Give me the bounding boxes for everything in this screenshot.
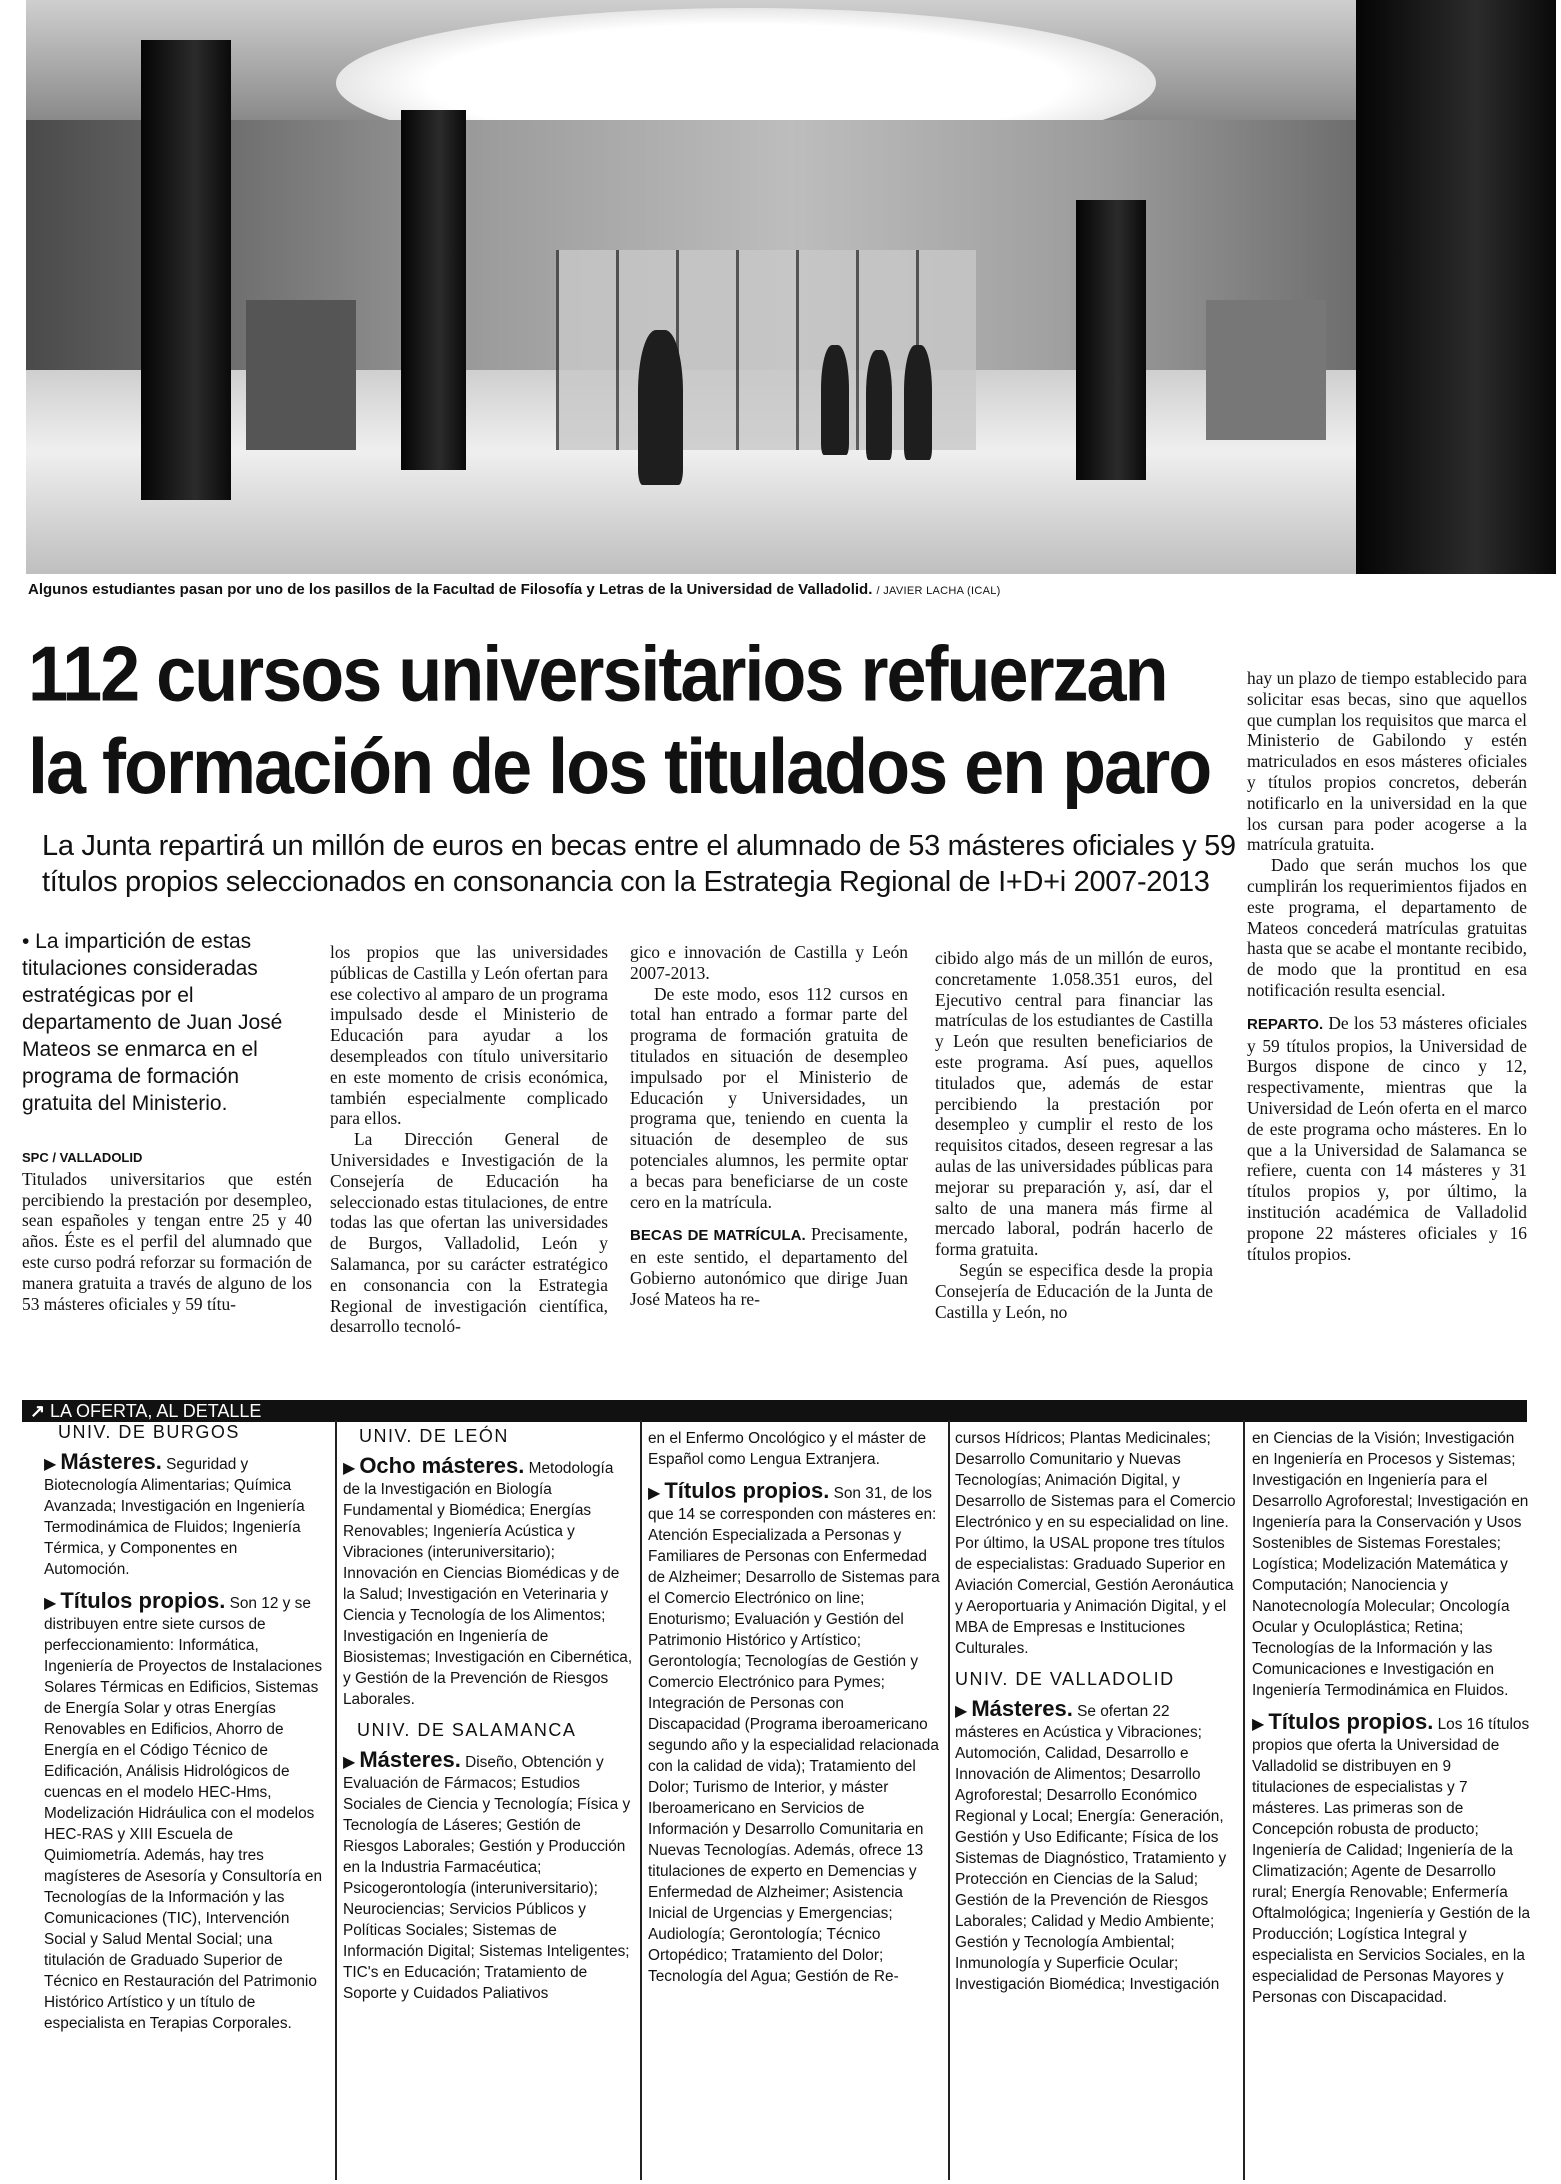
bullet-arrow-icon: ▶ xyxy=(955,1703,968,1720)
offer-column-burgos xyxy=(44,1420,326,2040)
section-title: Másteres. xyxy=(60,1449,162,1474)
section-runin-becas: BECAS DE MATRÍCULA. xyxy=(630,1227,806,1245)
section-title: Títulos propios. xyxy=(664,1478,830,1503)
university-heading: UNIV. DE VALLADOLID xyxy=(955,1669,1175,1689)
article-column-4 xyxy=(935,948,1213,1322)
article-paragraph: Dado que serán muchos los que cumplirán los requerimientos fijados en este programa, el departamento de Mateos concederá matrículas gratuitas hasta que se acabe el montante recibido, de modo que la prontitud en esa notificación resulta esencial. xyxy=(1247,855,1527,1000)
headline-line-1: 112 cursos universitarios refuerzan xyxy=(28,631,1167,718)
column-divider xyxy=(1243,1420,1245,2180)
article-paragraph: gico e innovación de Castilla y León 2007-2013. xyxy=(630,942,908,983)
offer-column-salamanca-cont xyxy=(648,1428,940,1993)
offer-box-header xyxy=(22,1400,1527,1422)
subheadline xyxy=(42,828,1242,900)
section-title: Ocho másteres. xyxy=(359,1453,525,1478)
photo-caption xyxy=(28,581,1428,598)
article-paragraph: De este modo, esos 112 cursos en total han entrado a formar parte del programa de formación gratuita de titulados en situación de desempleo impulsado por el Ministerio de Educación y Universidades, un programa que, teniendo en cuenta la situación de desempleo de sus potenciales alumnos, les permite optar a becas para beneficiarse de un coste cero en la matrícula. xyxy=(630,983,908,1212)
article-paragraph: hay un plazo de tiempo establecido para solicitar esas becas, sino que aquellos que cumplan los requisitos que marca el Ministerio de Gabilondo y estén matriculados en esos másteres oficiales y títulos propios concretos, deberán notificarlo en la universidad en la que los cursan para poder acogerse a la matrícula gratuita. xyxy=(1247,668,1527,855)
hallway-photo xyxy=(26,0,1556,574)
section-runin-reparto: REPARTO. xyxy=(1247,1015,1324,1033)
column-divider xyxy=(335,1420,337,2180)
section-title: Títulos propios. xyxy=(1268,1709,1434,1734)
section-text: en Ciencias de la Visión; Investigación en Ingeniería en Procesos y Sistemas; Investigación en Ingeniería para el Desarrollo Agroforestal; Investigación en Ingeniería para la Conservación y Usos Sostenibles de Sistemas Forestales; Logística; Modelización Matemática y Computación; Nanociencia y Nanotecnología Molecular; Oncología Ocular y Oculoplástica; Retina; Tecnologías de la Información y las Comunicaciones e Investigación en Ingeniería Termodinámica en Fluidos. xyxy=(1252,1430,1529,1699)
section-text: cursos Hídricos; Plantas Medicinales; Desarrollo Comunitario y Nuevas Tecnologías; Animación Digital, y Desarrollo de Sistemas para el Comercio Electrónico y en su especialidad on line. Por último, la USAL propone tres títulos de especialistas: Graduado Superior en Aviación Comercial, Gestión Aeronáutica y Aeroportuaria y Animación Digital, y el MBA de Empresas e Instituciones Culturales. xyxy=(955,1430,1236,1657)
article-paragraph: los propios que las universidades públicas de Castilla y León ofertan para ese colectivo al amparo de un programa impulsado desde el Ministerio de Educación para ayudar a los desempleados con título universitario en este momento de crisis económica, también especialmente complicado para ellos. xyxy=(330,942,608,1129)
bullet-arrow-icon: ▶ xyxy=(1252,1716,1265,1733)
titulos-block xyxy=(44,1590,326,2034)
section-text: Son 31, de los que 14 se corresponden con másteres en: Atención Especializada a Personas y Familiares de Personas con Enfermedad de Alzheimer; Desarrollo de Sistemas para el Comercio Electrónico on line; Enoturismo; Evaluación y Gestión del Patrimonio Histórico y Artístico; Gerontología; Tecnologías de Gestión y Comercio Electrónico para Pymes; Integración de Personas con Discapacidad (Programa iberoamericano segundo año y la especialidad relacionada con la calidad de vida); Tratamiento del Dolor; Turismo de Interior, y máster Iberoamericano en Servicios de Información y Desarrollo Comunitaria en Nuevas Tecnologías. Además, ofrece 13 titulaciones de experto en Demencias y Enfermedad de Alzheimer; Asistencia Inicial de Urgencias y Emergencias; Audiología; Gerontología; Técnico Ortopédico; Tratamiento del Dolor; Tecnología del Agua; Gestión de Re- xyxy=(648,1485,940,1985)
caption-text: Algunos estudiantes pasan por uno de los pasillos de la Facultad de Filosofía y Letras de la Universidad de Valladolid. xyxy=(28,581,873,598)
section-text: en el Enfermo Oncológico y el máster de Español como Lengua Extranjera. xyxy=(648,1430,927,1468)
university-heading: UNIV. DE LEÓN xyxy=(359,1426,509,1446)
article-paragraph xyxy=(630,1224,908,1309)
headline xyxy=(28,628,1238,814)
photo-credit: / JAVIER LACHA (ICAL) xyxy=(876,585,1001,597)
section-title: Másteres. xyxy=(359,1747,461,1772)
article-paragraph xyxy=(1247,1013,1527,1265)
titulos-block xyxy=(1252,1711,1532,2008)
bullet-arrow-icon: ▶ xyxy=(44,1595,57,1612)
bullet-arrow-icon: ▶ xyxy=(343,1754,356,1771)
section-text: Son 12 y se distribuyen entre siete cursos de perfeccionamiento: Informática, Ingeniería de Proyectos de Instalaciones Solares Térmicas en Edificios, Sistemas de Energía Solar y otras Energías Renovables en Edificios, Ahorro de Energía en el Código Técnico de Edificación, Análisis Hidrológicos de cuencas en el modelo HEC-Hms, Modelización Hidráulica con el modelos HEC-RAS y XIII Escuela de Quimiometría. Además, hay tres magísteres de Asesoría y Consultoría en Tecnologías de la Información y las Comunicaciones (TIC), Intervención Social y Salud Mental Social; una titulación de Graduado Superior de Técnico en Restauración del Patrimonio Histórico Artístico y un título de especialista en Terapias Corporales. xyxy=(44,1595,323,2032)
lede-summary: • La impartición de estas titulaciones consideradas estratégicas por el departamento de Juan José Mateos se enmarca en el programa de formación gratuita del Ministerio. xyxy=(22,930,283,1115)
headline-line-2: la formación de los titulados en paro xyxy=(28,724,1211,811)
column-divider xyxy=(948,1420,950,2180)
article-paragraph: Según se especifica desde la propia Consejería de Educación de la Junta de Castilla y León, no xyxy=(935,1259,1213,1322)
article-column-2 xyxy=(330,942,608,1337)
article-text: Precisamente, en este sentido, el departamento del Gobierno autonómico que dirige Juan José Mateos ha re- xyxy=(630,1224,908,1309)
university-heading: UNIV. DE SALAMANCA xyxy=(357,1720,577,1740)
subhead-line-2: títulos propios seleccionados en consonancia con la Estrategia Regional de I+D+i 2007-2013 xyxy=(42,866,1210,898)
article-paragraph: Titulados universitarios que estén percibiendo la prestación por desempleo, sean españoles y tengan entre 25 y 40 años. Éste es el perfil del alumnado que este curso podrá reforzar su formación de manera gratuita a través de alguno de los 53 másteres oficiales y 59 títu- xyxy=(22,1168,312,1314)
offer-column-valladolid-cont xyxy=(1252,1428,1532,2014)
masters-block xyxy=(343,1749,633,2004)
section-text: Se ofertan 22 másteres en Acústica y Vibraciones; Automoción, Calidad, Desarrollo e Innovación de Alimentos; Desarrollo Agroforestal; Desarrollo Económico Regional y Local; Energía: Generación, Gestión y Uso Edificante; Física de los Sistemas de Diagnóstico, Tratamiento y Protección en Ciencias de la Salud; Gestión de la Prevención de Riesgos Laborales; Calidad y Medio Ambiente; Gestión y Tecnología Ambiental; Inmunología y Superficie Ocular; Investigación Biomédica; Investigación xyxy=(955,1703,1227,1993)
article-text: De los 53 másteres oficiales y 59 títulos propios, la Universidad de Burgos dispone de cinco y 12, respectivamente, mientras que la Universidad de León oferta en el marco de este programa ocho másteres. En lo que a la Universidad de Salamanca se refiere, cuenta con 14 másteres y 31 títulos propios y, por último, la institución académica de Valladolid propone 22 másteres oficiales y 16 títulos propios. xyxy=(1247,1012,1527,1264)
section-title: Títulos propios. xyxy=(60,1588,226,1613)
masters-block xyxy=(343,1455,633,1710)
section-text: Diseño, Obtención y Evaluación de Fármacos; Estudios Sociales de Ciencia y Tecnología; Física y Tecnología de Láseres; Gestión de Riesgos Laborales; Gestión y Producción en la Industria Farmacéutica; Psicogerontología (interuniversitario); Neurociencias; Servicios Públicos y Políticas Sociales; Sistemas de Información Digital; Sistemas Inteligentes; TIC's en Educación; Tratamiento de Soporte y Cuidados Paliativos xyxy=(343,1754,631,2002)
offer-column-leon-salamanca xyxy=(343,1424,633,2010)
section-text: Seguridad y Biotecnología Alimentarias; Química Avanzada; Investigación en Ingeniería Termodinámica de Fluidos; Ingeniería Térmica, y Componentes en Automoción. xyxy=(44,1456,305,1578)
titulos-block xyxy=(648,1480,940,1987)
subhead-line-1: La Junta repartirá un millón de euros en becas entre el alumnado de 53 másteres oficiales y 59 xyxy=(42,830,1236,862)
column-divider xyxy=(640,1420,642,2180)
byline: SPC / VALLADOLID xyxy=(22,1150,143,1165)
masters-block xyxy=(44,1451,326,1580)
bullet-arrow-icon: ▶ xyxy=(44,1456,57,1473)
article-column-1 xyxy=(22,1148,312,1314)
section-text: Metodología de la Investigación en Biología Fundamental y Biomédica; Energías Renovables; Ingeniería Acústica y Vibraciones (interuniversitario); Innovación en Ciencias Biomédicas y de la Salud; Investigación en Veterinaria y Ciencia y Tecnología de los Alimentos; Investigación en Ingeniería de Biosistemas; Investigación en Cibernética, y Gestión de la Prevención de Riesgos Laborales. xyxy=(343,1460,633,1708)
masters-block xyxy=(955,1698,1237,1995)
bullet-arrow-icon: ▶ xyxy=(648,1485,661,1502)
bullet-arrow-icon: ▶ xyxy=(343,1460,356,1477)
offer-column-valladolid xyxy=(955,1428,1237,2001)
section-text: Los 16 títulos propios que oferta la Universidad de Valladolid se distribuyen en 9 titulaciones de especialistas y 7 másteres. Las primeras son de Concepción robusta de producto; Ingeniería de Calidad; Ingeniería de la Climatización; Agente de Desarrollo rural; Energía Renovable; Enfermería Oftalmológica; Ingeniería y Gestión de la Producción; Logística Integral y especialista en Servicios Sociales, en la especialidad de Personas Mayores y Personas con Discapacidad. xyxy=(1252,1716,1531,2006)
article-column-5 xyxy=(1247,668,1527,1264)
article-paragraph: La Dirección General de Universidades e Investigación de la Consejería de Educación ha seleccionado estas titulaciones, de entre todas las que ofertan las universidades de Burgos, Valladolid, León y Salamanca, por su carácter estratégico en consonancia con la Estrategia Regional de investigación científica, desarrollo tecnoló- xyxy=(330,1129,608,1337)
article-paragraph: cibido algo más de un millón de euros, concretamente 1.058.351 euros, del Ejecutivo central para financiar las matrículas de los estudiantes de Castilla y León que resulten beneficiarios de este programa. Así pues, aquellos titulados que, además de estar percibiendo la prestación por desempleo y cumplir el resto de los requisitos citados, deseen regresar a las aulas de las universidades públicas para mejorar su preparación y, así, dar el salto de una manera más firme al mercado laboral, podrán hacerlo de forma gratuita. xyxy=(935,948,1213,1260)
offer-box-title: LA OFERTA, AL DETALLE xyxy=(50,1401,262,1421)
section-title: Másteres. xyxy=(971,1696,1073,1721)
trend-arrow-icon: ↗ xyxy=(30,1401,46,1421)
university-heading: UNIV. DE BURGOS xyxy=(58,1422,240,1442)
article-column-3 xyxy=(630,942,908,1310)
